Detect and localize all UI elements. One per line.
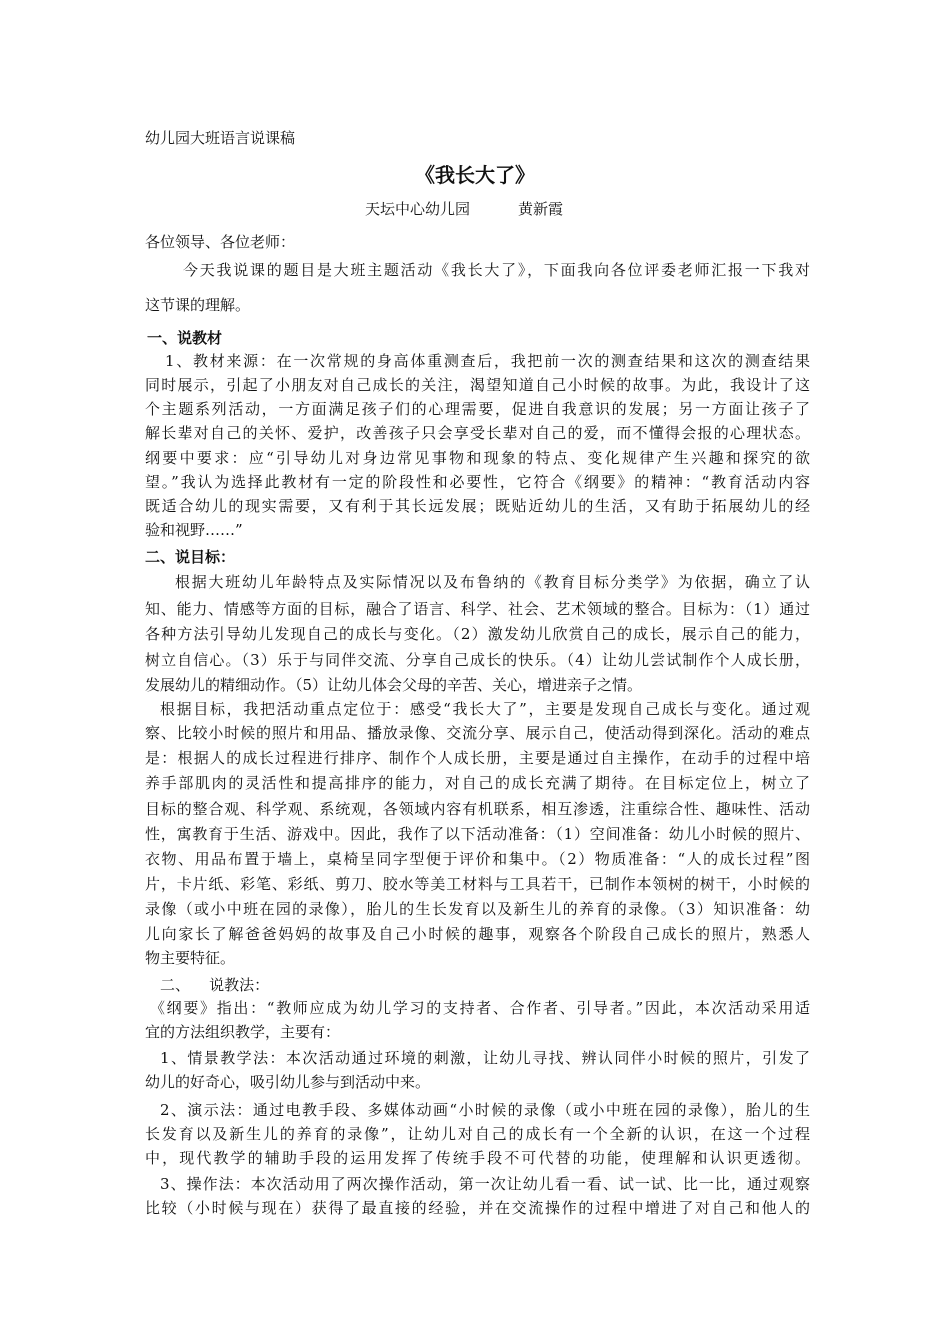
paragraph-line: 中，现代教学的辅助手段的运用发挥了传统手段不可代替的功能，使理解和认识更透彻。 — [145, 1149, 810, 1167]
paragraph-line: 既适合幼儿的现实需要，又有利于其长远发展；既贴近幼儿的生活，又有助于拓展幼儿的经 — [145, 497, 810, 515]
paragraph-line: 根据目标，我把活动重点定位于：感受“我长大了”，主要是发现自己成长与变化。通过观 — [160, 700, 810, 718]
paragraph-line: 儿向家长了解爸爸妈妈的故事及自己小时候的趣事，观察各个阶段自己成长的照片，熟悉人 — [145, 925, 810, 943]
paragraph-line: 1、教材来源：在一次常规的身高体重测查后，我把前一次的测查结果和这次的测查结果 — [165, 352, 810, 370]
paragraph-line: 2、演示法：通过电教手段、多媒体动画“小时候的录像（或小中班在园的录像），胎儿的生 — [160, 1101, 810, 1119]
section-heading: 二、说目标： — [145, 548, 236, 566]
section-heading: 一、说教材 — [147, 329, 223, 347]
paragraph-line: 望。”我认为选择此教材有一定的阶段性和必要性，它符合《纲要》的精神：“教育活动内容 — [145, 473, 810, 491]
paragraph-line: 3、操作法：本次活动用了两次操作活动，第一次让幼儿看一看、试一试、比一比，通过观察 — [160, 1175, 810, 1193]
paragraph-line: 比较（小时候与现在）获得了最直接的经验，并在交流操作的过程中增进了对自己和他人的 — [145, 1199, 810, 1217]
paragraph-line: 发展幼儿的精细动作。（5）让幼儿体会父母的辛苦、关心，增进亲子之情。 — [145, 676, 643, 694]
paragraph-line: 长发育以及新生儿的养育的录像”，让幼儿对自己的成长有一个全新的认识，在这一个过程 — [145, 1125, 810, 1143]
paragraph-line: 察、比较小时候的照片和用品、播放录像、交流分享、展示自己，使活动得到深化。活动的难点 — [145, 724, 810, 742]
section-heading: 二、 说教法： — [160, 976, 270, 994]
paragraph-line: 目标的整合观、科学观、系统观，各领域内容有机联系，相互渗透，注重综合性、趣味性、活动 — [145, 800, 810, 818]
school-name: 天坛中心幼儿园 — [365, 200, 471, 218]
paragraph-line: 验和视野……” — [145, 521, 243, 539]
author-name: 黄新霞 — [518, 200, 564, 218]
paragraph-line: 1、情景教学法：本次活动通过环境的刺激，让幼儿寻找、辨认同伴小时候的照片，引发了 — [160, 1049, 810, 1067]
paragraph-line: 物主要特征。 — [145, 949, 236, 967]
paragraph-line: 幼儿的好奇心，吸引幼儿参与到活动中来。 — [145, 1073, 431, 1091]
paragraph-line: 衣物、用品布置于墙上，桌椅呈同字型便于评价和集中。（2）物质准备：“人的成长过程”图 — [145, 850, 810, 868]
intro-line: 这节课的理解。 — [145, 296, 251, 314]
paragraph-line: 同时展示，引起了小朋友对自己成长的关注，渴望知道自己小时候的故事。为此，我设计了这 — [145, 376, 810, 394]
paragraph-line: 根据大班幼儿年龄特点及实际情况以及布鲁纳的《教育目标分类学》为依据，确立了认 — [175, 573, 810, 591]
paragraph-line: 片，卡片纸、彩笔、彩纸、剪刀、胶水等美工材料与工具若干，已制作本领树的树干，小时候的 — [145, 875, 810, 893]
document-title: 《我长大了》 — [415, 163, 535, 187]
paragraph-line: 解长辈对自己的关怀、爱护，改善孩子只会享受长辈对自己的爱，而不懂得会报的心理状态。 — [145, 424, 810, 442]
paragraph-line: 宜的方法组织教学，主要有： — [145, 1023, 341, 1041]
paragraph-line: 《纲要》指出：“教师应成为幼儿学习的支持者、合作者、引导者。”因此，本次活动采用适 — [150, 999, 810, 1017]
document-type-label: 幼儿园大班语言说课稿 — [145, 129, 296, 147]
paragraph-line: 纲要中要求：应“引导幼儿对身边常见事物和现象的特点、变化规律产生兴趣和探究的欲 — [145, 449, 810, 467]
author-line — [365, 197, 563, 221]
greeting: 各位领导、各位老师： — [145, 233, 296, 251]
paragraph-line: 录像（或小中班在园的录像），胎儿的生长发育以及新生儿的养育的录像。（3）知识准备：幼 — [145, 900, 810, 918]
paragraph-line: 各种方法引导幼儿发现自己的成长与变化。（2）激发幼儿欣赏自己的成长，展示自己的能力， — [145, 625, 810, 643]
paragraph-line: 知、能力、情感等方面的目标，融合了语言、科学、社会、艺术领域的整合。目标为：（1）通过 — [145, 600, 810, 618]
paragraph-line: 性，寓教育于生活、游戏中。因此，我作了以下活动准备：（1）空间准备：幼儿小时候的照片、 — [145, 825, 810, 843]
paragraph-line: 养手部肌肉的灵活性和提高排序的能力，对自己的成长充满了期待。在目标定位上，树立了 — [145, 774, 810, 792]
paragraph-line: 个主题系列活动，一方面满足孩子们的心理需要，促进自我意识的发展；另一方面让孩子了 — [145, 400, 810, 418]
paragraph-line: 是：根据人的成长过程进行排序、制作个人成长册，主要是通过自主操作，在动手的过程中培 — [145, 749, 810, 767]
intro-line: 今天我说课的题目是大班主题活动《我长大了》，下面我向各位评委老师汇报一下我对 — [183, 261, 810, 279]
paragraph-line: 树立自信心。（3）乐于与同伴交流、分享自己成长的快乐。（4）让幼儿尝试制作个人成长册， — [145, 651, 810, 669]
